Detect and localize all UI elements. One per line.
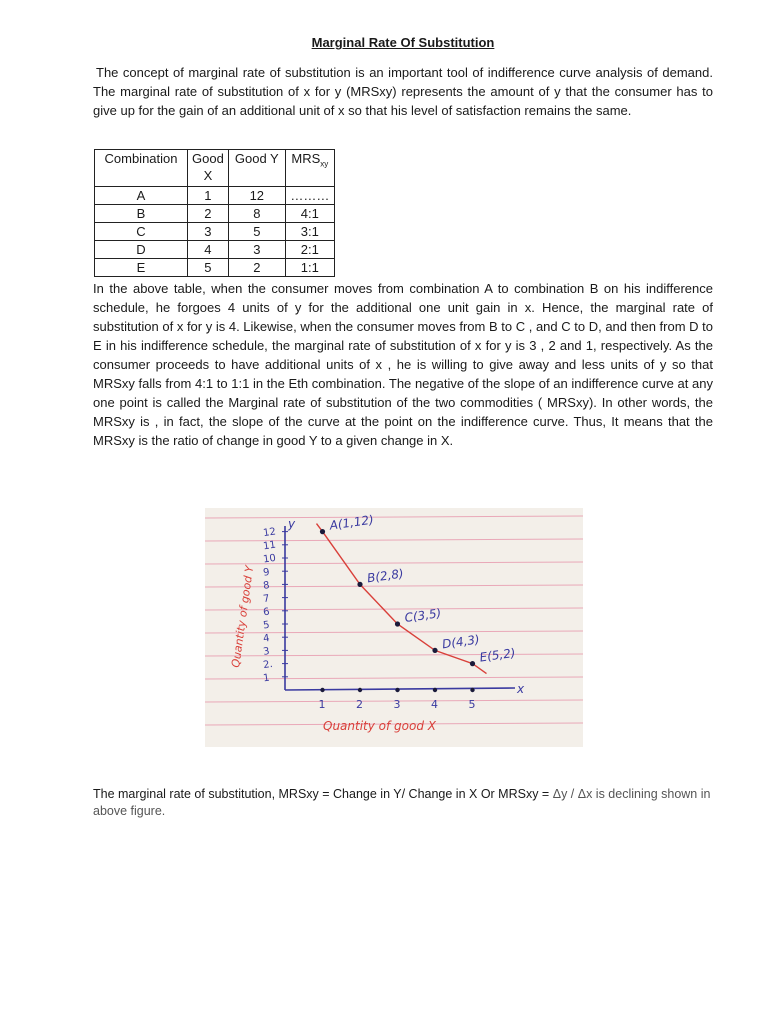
caption-main: The marginal rate of substitution, MRSxy = Change in Y/ Change in X Or MRSxy = xyxy=(93,787,553,801)
header-combination: Combination xyxy=(95,150,188,187)
explanation-paragraph: In the above table, when the consumer moves from combination A to combination B on his indifference schedule, he forgoes 4 units of y for the additional one unit gain in x. Hence, the marginal rate of substitution of x for y is 4. Likewise, when the consumer moves from B to C , and C to D, and then from D to E in his indifference schedule, the marginal rate of substitution of x for y is 3 , 2 and 1, respectively. As the consumer proceeds to have additional units of x , he is willing to give away and less units of y so that MRSxy falls from 4:1 to 1:1 in the Eth combination. The negative of the slope of an indifference curve at any one point is called the Marginal rate of substitution of the two commodities ( MRSxy). In other words, the MRSxy is , in fact, the slope of the curve at the point on the indifference curve. Thus, It means that the MRSxy is the ratio of change in good Y to a given change in X. xyxy=(93,281,713,448)
row-a-combination: A xyxy=(95,187,188,205)
row-e-combination: E xyxy=(95,259,188,277)
graph-points xyxy=(320,529,475,692)
point-label: C(3,5) xyxy=(403,606,443,625)
ruled-line xyxy=(205,562,583,564)
row-a-good-y: 12 xyxy=(228,187,285,205)
table-row xyxy=(95,205,335,223)
table-row xyxy=(95,187,335,205)
data-point xyxy=(357,582,362,587)
point-label: D(4,3) xyxy=(441,632,481,652)
y-tick-label: 4 xyxy=(262,632,271,645)
row-a-good-x: 1 xyxy=(188,187,229,205)
y-tick-label: 2. xyxy=(262,658,274,672)
y-tick-label: 9 xyxy=(262,566,271,579)
indifference-curve-graph xyxy=(205,508,583,747)
row-c-good-y: 5 xyxy=(228,223,285,241)
y-tick-label: 3 xyxy=(262,646,271,658)
y-tick-label: 6 xyxy=(262,606,271,619)
header-good-x: Good X xyxy=(188,150,229,187)
row-d-good-x: 4 xyxy=(188,241,229,259)
y-tick-label: 1 xyxy=(262,672,271,685)
header-good-y: Good Y xyxy=(228,150,285,187)
x-axis-letter: x xyxy=(517,682,525,696)
x-axis-dot xyxy=(320,688,324,692)
ruled-line xyxy=(205,654,583,656)
x-tick-label: 4 xyxy=(431,698,438,711)
y-tick-label: 12 xyxy=(262,526,277,540)
data-point xyxy=(320,529,325,534)
row-d-combination: D xyxy=(95,241,188,259)
mrs-table xyxy=(94,149,335,277)
handwritten-graph-photo xyxy=(205,508,583,747)
header-mrs-sub: xy xyxy=(320,159,329,169)
header-mrs-label: MRS xyxy=(291,151,321,166)
indifference-curve xyxy=(317,524,487,674)
x-tick-label: 2 xyxy=(356,698,363,711)
intro-paragraph: The concept of marginal rate of substitution is an important tool of indifference curve analysis of demand. The marginal rate of substitution of x for y (MRSxy) represents the amount of y that the consumer has to give up for the gain of an additional unit of x so that his level of satisfaction remains the same. xyxy=(93,65,713,118)
row-d-mrs: 2:1 xyxy=(285,241,334,259)
y-tick-label: 5 xyxy=(262,619,271,632)
point-label: B(2,8) xyxy=(366,566,405,586)
data-point xyxy=(470,661,475,666)
table-header-row xyxy=(95,150,335,187)
x-axis-line xyxy=(285,688,515,690)
row-e-mrs: 1:1 xyxy=(285,259,334,277)
document-title: Marginal Rate Of Substitution xyxy=(311,35,495,50)
y-tick-label: 10 xyxy=(262,552,277,566)
row-c-good-x: 3 xyxy=(188,223,229,241)
x-tick-label: 1 xyxy=(318,698,326,711)
x-tick-label: 5 xyxy=(468,698,476,711)
x-axis-dot xyxy=(395,688,399,692)
row-b-good-x: 2 xyxy=(188,205,229,223)
y-axis-title: Quantity of good Y xyxy=(229,564,257,669)
point-label: E(5,2) xyxy=(478,645,517,665)
row-c-combination: C xyxy=(95,223,188,241)
table-row xyxy=(95,259,335,277)
row-c-mrs: 3:1 xyxy=(285,223,334,241)
table-row xyxy=(95,241,335,259)
row-b-good-y: 8 xyxy=(228,205,285,223)
x-axis-dot xyxy=(470,688,474,692)
graph-ticks xyxy=(262,526,475,711)
graph-axes xyxy=(285,517,525,696)
table-row xyxy=(95,223,335,241)
x-axis-title: Quantity of good X xyxy=(323,719,437,733)
x-axis-dot xyxy=(358,688,362,692)
y-tick-label: 7 xyxy=(262,593,271,606)
x-tick-label: 3 xyxy=(393,698,401,711)
data-point xyxy=(432,648,437,653)
x-axis-dot xyxy=(433,688,437,692)
ruled-line xyxy=(205,631,583,633)
ruled-line xyxy=(205,677,583,679)
ruled-line xyxy=(205,516,583,518)
row-d-good-y: 3 xyxy=(228,241,285,259)
y-tick-label: 11 xyxy=(262,539,277,553)
row-e-good-y: 2 xyxy=(228,259,285,277)
ruled-line xyxy=(205,585,583,587)
y-axis-letter: y xyxy=(288,517,296,531)
figure-caption xyxy=(93,786,713,820)
row-b-mrs: 4:1 xyxy=(285,205,334,223)
header-mrs xyxy=(285,150,334,187)
row-b-combination: B xyxy=(95,205,188,223)
row-a-mrs: ……… xyxy=(285,187,334,205)
caption-tail: Δy / Δx is declining shown in above figure. xyxy=(93,787,711,818)
y-tick-label: 8 xyxy=(262,580,271,592)
point-label: A(1,12) xyxy=(328,512,375,533)
row-e-good-x: 5 xyxy=(188,259,229,277)
data-point xyxy=(395,621,400,626)
